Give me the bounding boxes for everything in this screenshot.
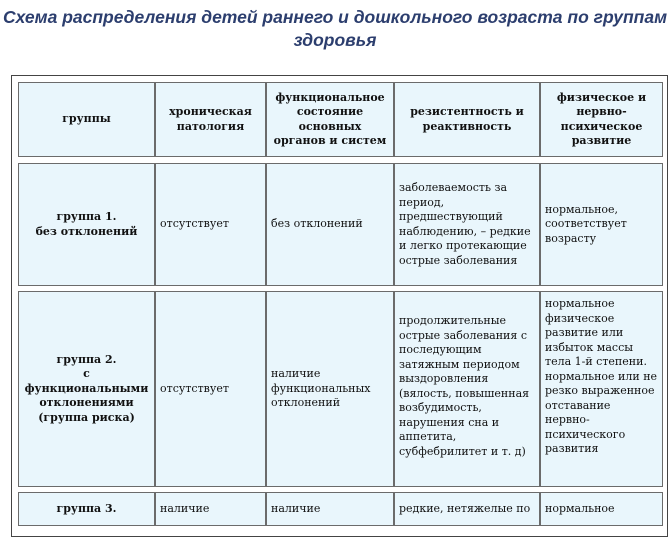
row2-functional: наличие функциональных отклонений (266, 291, 394, 487)
row1-chronic: отсутствует (155, 163, 266, 286)
header-development: физическое и нервно-психическое развитие (540, 82, 663, 157)
header-groups: группы (18, 82, 155, 157)
row1-resistance: заболеваемость за период, предшествующий наблюдению, – редкие и легко протекающие острые заболевания (394, 163, 540, 286)
row2-chronic: отсутствует (155, 291, 266, 487)
header-functional-state: функциональное состояние основных органов и систем (266, 82, 394, 157)
row3-resistance: редкие, нетяжелые по (394, 492, 540, 526)
row3-functional: наличие (266, 492, 394, 526)
row3-development: нормальное (540, 492, 663, 526)
row3-chronic: наличие (155, 492, 266, 526)
row1-functional: без отклонений (266, 163, 394, 286)
row2-development: нормальное физическое развитие или избыток массы тела 1-й степени. нормальное или не резко выраженное отставание нервно-психического развития (540, 291, 663, 487)
row3-group: группа 3. (18, 492, 155, 526)
header-chronic-pathology: хроническая патология (155, 82, 266, 157)
row1-development: нормальное, соответствует возрасту (540, 163, 663, 286)
row2-group: группа 2. с функциональными отклонениями (группа риска) (18, 291, 155, 487)
health-groups-table (11, 75, 668, 537)
header-resistance: резистентность и реактивность (394, 82, 540, 157)
page-title: Схема распределения детей раннего и дошкольного возраста по группам здоровья (2, 7, 668, 50)
row1-group: группа 1. без отклонений (18, 163, 155, 286)
row2-resistance: продолжительные острые заболевания с последующим затяжным периодом выздоровления (вялость, повышенная возбудимость, нарушения сна и аппетита, субфебрилитет и т. д) (394, 291, 540, 487)
